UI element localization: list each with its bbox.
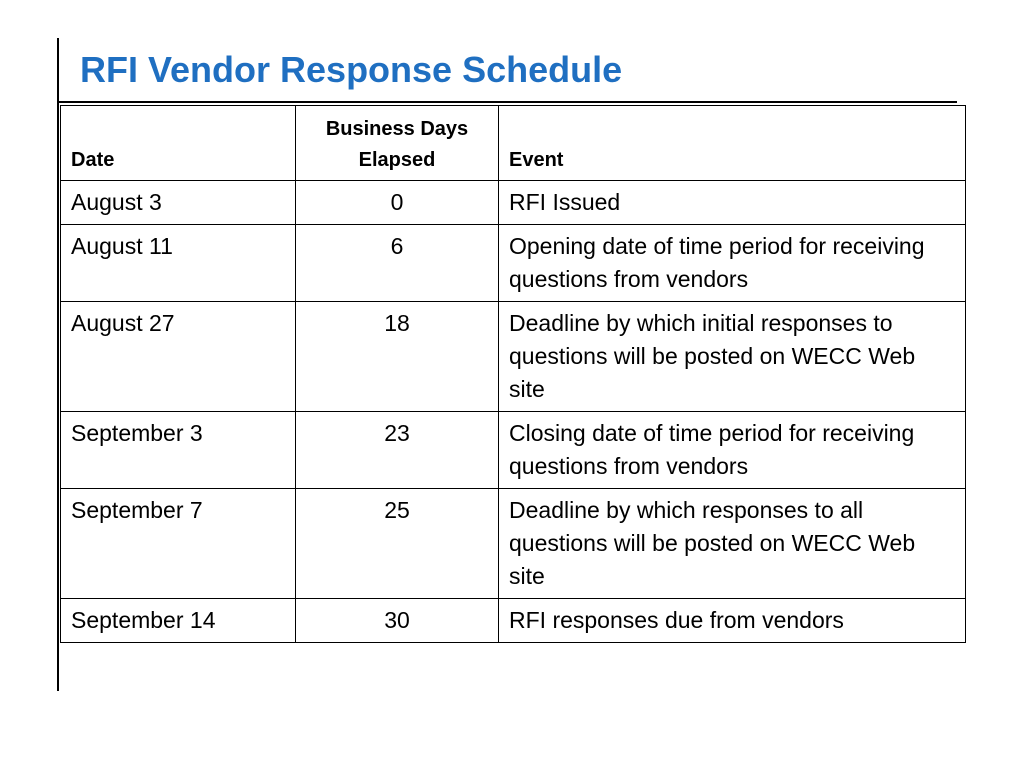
row-days-elapsed: 30	[296, 599, 499, 643]
row-date: September 14	[61, 599, 296, 643]
table-header-row	[61, 106, 966, 181]
row-event: Opening date of time period for receiving questions from vendors	[499, 225, 966, 302]
header-event: Event	[499, 106, 966, 181]
header-date: Date	[61, 106, 296, 181]
table-row	[61, 181, 966, 225]
row-event: Deadline by which responses to all questions will be posted on WECC Web site	[499, 489, 966, 599]
header-business-days-elapsed: Business Days Elapsed	[296, 106, 499, 181]
row-date: August 27	[61, 302, 296, 412]
row-days-elapsed: 0	[296, 181, 499, 225]
row-days-elapsed: 18	[296, 302, 499, 412]
row-date: August 3	[61, 181, 296, 225]
row-event: RFI Issued	[499, 181, 966, 225]
row-date: September 7	[61, 489, 296, 599]
slide-title: RFI Vendor Response Schedule	[80, 49, 623, 90]
row-days-elapsed: 23	[296, 412, 499, 489]
row-days-elapsed: 6	[296, 225, 499, 302]
table-row	[61, 412, 966, 489]
schedule-table	[60, 105, 966, 643]
table-row	[61, 302, 966, 412]
title-underline-rule	[57, 101, 957, 103]
left-rule	[57, 38, 59, 691]
row-event: Closing date of time period for receiving questions from vendors	[499, 412, 966, 489]
row-event: Deadline by which initial responses to questions will be posted on WECC Web site	[499, 302, 966, 412]
table-row	[61, 489, 966, 599]
row-date: August 11	[61, 225, 296, 302]
row-date: September 3	[61, 412, 296, 489]
row-days-elapsed: 25	[296, 489, 499, 599]
row-event: RFI responses due from vendors	[499, 599, 966, 643]
table-row	[61, 225, 966, 302]
table-row	[61, 599, 966, 643]
